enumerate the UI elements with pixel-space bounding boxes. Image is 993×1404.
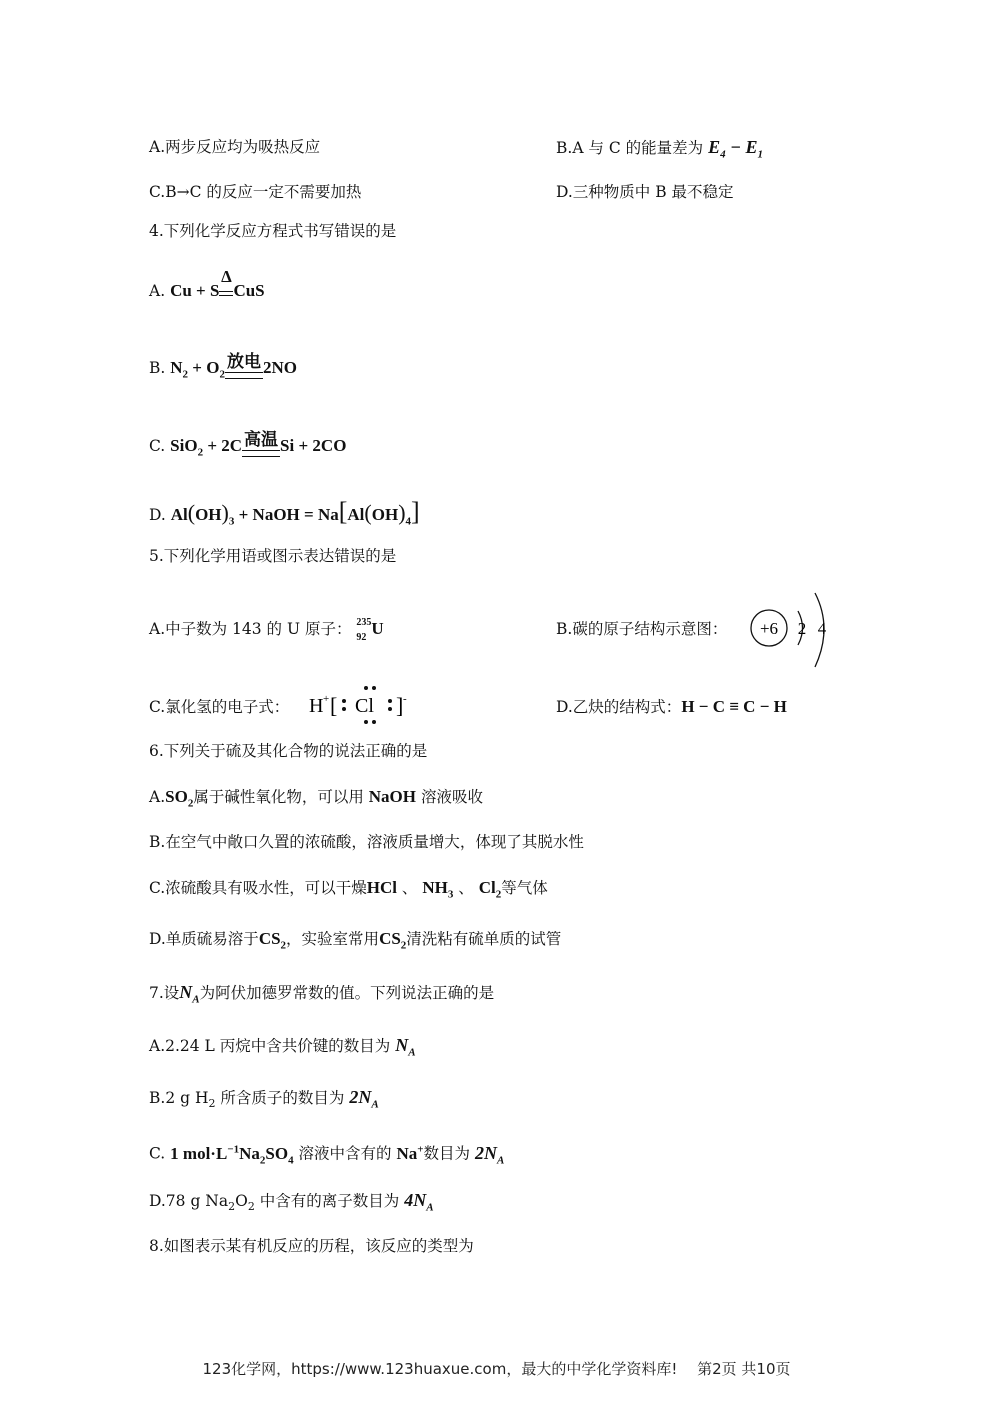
q6-option-a: $A.SO_2$属于碱性氧化物，可以用 NaOH 溶液吸收 — [149, 787, 483, 810]
discharge-condition: 放电 — [225, 372, 263, 384]
q4-option-c: C. SiO$_2$ + 2C 高温 Si + 2CO — [149, 436, 346, 462]
cs2-formula: $CS_2$ — [258, 929, 287, 952]
equation-a-reactants: Cu + S — [170, 281, 220, 300]
q4-option-d: D. $Al(OH)_3$ + NaOH = $Na[Al(OH)_4]$ — [149, 497, 420, 528]
equation-d: $Al(OH)_3$ + NaOH = $Na[Al(OH)_4]$ — [170, 497, 420, 528]
uranium-nuclide: 235 92 U — [356, 617, 384, 643]
equation-a-product: CuS — [233, 281, 265, 300]
hcl-electron-formula — [308, 682, 408, 726]
equation-c-reactants: SiO$_2$ + 2C — [170, 436, 243, 459]
q3-option-c: C.B→C 的反应一定不需要加热 — [149, 183, 362, 201]
q5-option-b: B.碳的原子结构示意图： — [556, 620, 728, 638]
q7-option-c: C. 1 $mol\cdot L^{-1}Na_2SO_4$ 溶液中含有的 Na+数目为 $2N_A$ — [149, 1142, 505, 1167]
nucleus-charge: +6 — [759, 619, 779, 638]
q5-option-a: A.中子数为 143 的 U 原子： 235 92 U — [149, 617, 384, 643]
q4-stem: 4.下列化学反应方程式书写错误的是 — [149, 222, 397, 240]
high-temp-condition: 高温 — [242, 450, 280, 462]
svg-text:]: ] — [396, 693, 404, 718]
q6-option-c: C.浓硫酸具有吸水性，可以干燥HCl 、 $NH_3$ 、 $Cl_2$等气体 — [149, 878, 548, 901]
heat-condition: Δ — [219, 291, 233, 301]
gas-list: HCl — [366, 878, 397, 897]
q3-option-a: A.两步反应均为吸热反应 — [149, 138, 321, 156]
shell-2-electrons: 4 — [817, 619, 827, 638]
svg-text:H: H — [309, 695, 324, 717]
naoh-formula: NaOH — [368, 787, 416, 806]
q5-option-c: C.氯化氢的电子式： — [149, 698, 290, 716]
q3-option-b: B.A 与 C 的能量差为 $E_4 - E_1$ — [556, 137, 764, 161]
q3-option-d: D.三种物质中 B 最不稳定 — [556, 183, 734, 201]
svg-text:-: - — [403, 693, 407, 705]
q6-stem: 6.下列关于硫及其化合物的说法正确的是 — [149, 742, 428, 760]
q7-stem: 7.设$N_A$为阿伏加德罗常数的值。下列说法正确的是 — [149, 982, 495, 1006]
carbon-atom-diagram — [749, 587, 839, 671]
equation-b-product: 2NO — [262, 358, 297, 377]
q8-stem: 8.如图表示某有机反应的历程，该反应的类型为 — [149, 1237, 474, 1255]
equation-c-product: Si + 2CO — [280, 436, 347, 455]
q7-option-d: D.78 g $Na_2O_2$ 中含有的离子数目为 $4N_A$ — [149, 1190, 434, 1214]
page-footer: 123化学网，https://www.123huaxue.com，最大的中学化学资料库! 第2页 共10页 — [202, 1360, 791, 1378]
avogadro-symbol: $N_A$ — [179, 982, 200, 1006]
q7-option-a: A.2.24 L 丙烷中含共价键的数目为 $N_A$ — [149, 1035, 416, 1059]
svg-text:+: + — [323, 693, 330, 705]
so2-formula: $SO_2$ — [165, 787, 194, 810]
q5-option-d: D.乙炔的结构式：H − C ≡ C − H — [556, 697, 787, 716]
q5-stem: 5.下列化学用语或图示表达错误的是 — [149, 547, 397, 565]
equation-b-reactants: $N_2 + O_2$ — [170, 358, 225, 381]
energy-difference: $E_4 - E_1$ — [708, 137, 764, 161]
q7-option-b: B.2 g $H_2$ 所含质子的数目为 $2N_A$ — [149, 1087, 379, 1111]
acetylene-formula: H − C ≡ C − H — [681, 697, 787, 716]
q6-option-d: D.单质硫易溶于$CS_2$，实验室常用$CS_2$清洗粘有硫单质的试管 — [149, 929, 562, 952]
concentration: 1 $mol\cdot L^{-1}Na_2SO_4$ — [170, 1143, 294, 1167]
q4-option-b: B. $N_2 + O_2$ 放电 2NO — [149, 358, 297, 384]
q6-option-b: B.在空气中敞口久置的浓硫酸，溶液质量增大，体现了其脱水性 — [149, 833, 584, 851]
shell-1-electrons: 2 — [797, 619, 807, 638]
svg-text:[: [ — [330, 693, 338, 718]
q4-option-a: A. Cu + S Δ CuS — [149, 267, 265, 300]
svg-text:Cl: Cl — [355, 695, 374, 717]
